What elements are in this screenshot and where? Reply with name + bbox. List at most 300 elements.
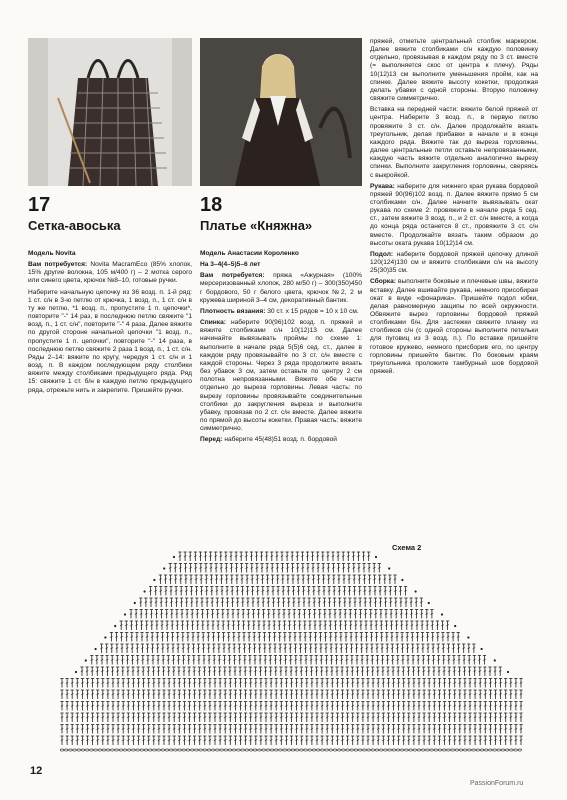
- slip-stitch-dot: [144, 590, 146, 592]
- stitch-symbol: [117, 690, 120, 699]
- stitch-symbol: [325, 656, 328, 665]
- stitch-symbol: [283, 633, 286, 642]
- stitch-symbol: [401, 656, 404, 665]
- stitch-symbol: [227, 621, 230, 630]
- stitch-symbol: [437, 644, 440, 653]
- stitch-symbol: [147, 667, 150, 676]
- stitch-symbol: [137, 702, 140, 711]
- stitch-symbol: [137, 725, 140, 734]
- stitch-symbol: [175, 598, 178, 607]
- stitch-symbol: [219, 552, 222, 561]
- stitch-symbol: [346, 667, 349, 676]
- stitch-symbol: [392, 690, 395, 699]
- stitch-symbol: [127, 725, 130, 734]
- stitch-symbol: [210, 587, 213, 596]
- chain-stitch: [451, 749, 455, 751]
- stitch-symbol: [281, 564, 284, 573]
- chain-stitch: [392, 749, 396, 751]
- stitch-symbol: [509, 679, 512, 688]
- stitch-symbol: [453, 736, 456, 745]
- stitch-symbol: [249, 667, 252, 676]
- stitch-symbol: [357, 564, 360, 573]
- stitch-symbol: [431, 633, 434, 642]
- stitch-symbol: [251, 598, 254, 607]
- stitch-symbol: [417, 713, 420, 722]
- stitch-symbol: [468, 656, 471, 665]
- chain-stitch: [182, 749, 186, 751]
- stitch-symbol: [308, 610, 311, 619]
- stitch-symbol: [368, 564, 371, 573]
- stitch-symbol: [120, 621, 123, 630]
- stitch-symbol: [168, 725, 171, 734]
- stitch-symbol: [147, 713, 150, 722]
- stitch-symbol: [219, 690, 222, 699]
- stitch-symbol: [250, 552, 253, 561]
- stitch-symbol: [402, 667, 405, 676]
- stitch-symbol: [309, 633, 312, 642]
- stitch-symbol: [280, 725, 283, 734]
- stitch-symbol: [483, 667, 486, 676]
- stitch-symbol: [254, 702, 257, 711]
- stitch-symbol: [151, 633, 154, 642]
- stitch-symbol: [433, 736, 436, 745]
- stitch-symbol: [263, 633, 266, 642]
- chain-stitch: [106, 749, 110, 751]
- stitch-symbol: [336, 736, 339, 745]
- stitch-symbol: [297, 598, 300, 607]
- stitch-symbol: [387, 679, 390, 688]
- stitch-symbol: [282, 610, 285, 619]
- stitch-symbol: [183, 702, 186, 711]
- stitch-symbol: [264, 667, 267, 676]
- stitch-symbol: [443, 702, 446, 711]
- stitch-symbol: [199, 564, 202, 573]
- chain-stitch: [333, 749, 337, 751]
- chain-stitch: [64, 749, 68, 751]
- stitch-symbol: [473, 667, 476, 676]
- stitch-symbol: [321, 702, 324, 711]
- stitch-symbol: [106, 690, 109, 699]
- stitch-symbol: [132, 713, 135, 722]
- item18-size: На 3–4(4–5)5–6 лет: [200, 261, 261, 269]
- stitch-symbol: [197, 633, 200, 642]
- stitch-symbol: [243, 644, 246, 653]
- stitch-symbol: [342, 564, 345, 573]
- stitch-symbol: [352, 552, 355, 561]
- stitch-symbol: [129, 610, 132, 619]
- stitch-symbol: [217, 621, 220, 630]
- chain-stitch: [300, 749, 304, 751]
- chain-stitch: [329, 749, 333, 751]
- stitch-symbol: [361, 667, 364, 676]
- stitch-symbol: [220, 587, 223, 596]
- stitch-symbol: [254, 713, 257, 722]
- chain-stitch: [312, 749, 316, 751]
- chain-stitch: [237, 749, 241, 751]
- item17-text: [28, 250, 192, 398]
- stitch-symbol: [254, 725, 257, 734]
- stitch-symbol: [303, 621, 306, 630]
- stitch-symbol: [390, 633, 393, 642]
- stitch-symbol: [171, 644, 174, 653]
- stitch-symbol: [71, 679, 74, 688]
- stitch-symbol: [251, 575, 254, 584]
- stitch-symbol: [366, 736, 369, 745]
- stitch-symbol: [499, 679, 502, 688]
- stitch-symbol: [216, 610, 219, 619]
- item18-front-head: Перед:: [200, 436, 223, 444]
- stitch-symbol: [231, 587, 234, 596]
- stitch-symbol: [381, 656, 384, 665]
- stitch-symbol: [146, 644, 149, 653]
- stitch-symbol: [275, 690, 278, 699]
- stitch-symbol: [382, 679, 385, 688]
- stitch-symbol: [106, 725, 109, 734]
- stitch-symbol: [190, 598, 193, 607]
- stitch-symbol: [244, 690, 247, 699]
- stitch-symbol: [197, 656, 200, 665]
- stitch-symbol: [270, 702, 273, 711]
- stitch-symbol: [437, 667, 440, 676]
- stitch-symbol: [363, 575, 366, 584]
- stitch-symbol: [268, 621, 271, 630]
- stitch-symbol: [60, 702, 63, 711]
- stitch-symbol: [110, 644, 113, 653]
- stitch-symbol: [488, 667, 491, 676]
- chain-stitch: [60, 749, 64, 751]
- stitch-symbol: [234, 690, 237, 699]
- stitch-symbol: [229, 725, 232, 734]
- stitch-symbol: [255, 564, 258, 573]
- stitch-symbol: [228, 656, 231, 665]
- stitch-symbol: [380, 621, 383, 630]
- stitch-symbol: [290, 667, 293, 676]
- stitch-symbol: [203, 690, 206, 699]
- stitch-symbol: [275, 725, 278, 734]
- chain-stitch: [405, 749, 409, 751]
- stitch-symbol: [135, 621, 138, 630]
- stitch-symbol: [302, 575, 305, 584]
- stitch-symbol: [400, 621, 403, 630]
- stitch-symbol: [224, 713, 227, 722]
- stitch-symbol: [208, 690, 211, 699]
- stitch-symbol: [273, 621, 276, 630]
- stitch-symbol: [295, 679, 298, 688]
- hem-head: Подол:: [370, 250, 394, 258]
- stitch-symbol: [397, 667, 400, 676]
- stitch-symbol: [474, 725, 477, 734]
- chain-stitch: [417, 749, 421, 751]
- stitch-symbol: [222, 621, 225, 630]
- stitch-symbol: [412, 736, 415, 745]
- chain-stitch: [207, 749, 211, 751]
- stitch-symbol: [299, 633, 302, 642]
- chain-stitch: [144, 749, 148, 751]
- stitch-symbol: [433, 725, 436, 734]
- stitch-symbol: [295, 736, 298, 745]
- stitch-symbol: [137, 690, 140, 699]
- stitch-symbol: [377, 690, 380, 699]
- stitch-symbol: [229, 552, 232, 561]
- chain-stitch: [266, 749, 270, 751]
- stitch-symbol: [288, 633, 291, 642]
- stitch-symbol: [504, 690, 507, 699]
- slip-stitch-dot: [507, 671, 509, 673]
- stitch-symbol: [174, 564, 177, 573]
- stitch-symbol: [194, 564, 197, 573]
- stitch-symbol: [172, 667, 175, 676]
- stitch-symbol: [195, 587, 198, 596]
- stitch-symbol: [132, 725, 135, 734]
- chain-stitch: [165, 749, 169, 751]
- stitch-symbol: [237, 610, 240, 619]
- stitch-symbol: [199, 552, 202, 561]
- photo-mesh-bag: [28, 38, 192, 186]
- stitch-symbol: [165, 598, 168, 607]
- stitch-symbol: [175, 610, 178, 619]
- stitch-symbol: [275, 702, 278, 711]
- stitch-symbol: [422, 656, 425, 665]
- stitch-symbol: [279, 644, 282, 653]
- stitch-symbol: [341, 736, 344, 745]
- stitch-symbol: [86, 702, 89, 711]
- stitch-symbol: [183, 713, 186, 722]
- stitch-symbol: [397, 679, 400, 688]
- stitch-symbol: [295, 690, 298, 699]
- stitch-symbol: [293, 621, 296, 630]
- stitch-symbol: [420, 610, 423, 619]
- stitch-symbol: [166, 633, 169, 642]
- stitch-symbol: [484, 725, 487, 734]
- stitch-symbol: [509, 702, 512, 711]
- stitch-symbol: [330, 656, 333, 665]
- stitch-symbol: [266, 575, 269, 584]
- stitch-symbol: [458, 667, 461, 676]
- stitch-symbol: [322, 575, 325, 584]
- stitch-symbol: [207, 633, 210, 642]
- stitch-symbol: [86, 679, 89, 688]
- stitch-symbol: [185, 598, 188, 607]
- stitch-symbol: [377, 679, 380, 688]
- stitch-symbol: [244, 679, 247, 688]
- stitch-symbol: [458, 736, 461, 745]
- stitch-symbol: [219, 736, 222, 745]
- stitch-symbol: [355, 644, 358, 653]
- stitch-symbol: [427, 656, 430, 665]
- stitch-symbol: [115, 644, 118, 653]
- slip-stitch-dot: [375, 556, 377, 558]
- stitch-symbol: [171, 633, 174, 642]
- stitch-symbol: [193, 690, 196, 699]
- stitch-symbol: [100, 644, 103, 653]
- stitch-symbol: [305, 736, 308, 745]
- stitch-symbol: [331, 690, 334, 699]
- stitch-symbol: [213, 690, 216, 699]
- stitch-symbol: [310, 725, 313, 734]
- stitch-symbol: [331, 679, 334, 688]
- stitch-symbol: [274, 667, 277, 676]
- stitch-symbol: [300, 736, 303, 745]
- stitch-symbol: [332, 564, 335, 573]
- stitch-symbol: [382, 690, 385, 699]
- stitch-symbol: [178, 552, 181, 561]
- stitch-symbol: [131, 667, 134, 676]
- stitch-symbol: [208, 702, 211, 711]
- stitch-symbol: [193, 679, 196, 688]
- stitch-symbol: [328, 610, 331, 619]
- stitch-symbol: [168, 702, 171, 711]
- stitch-symbol: [384, 610, 387, 619]
- item18-title: Платье «Княжна»: [200, 218, 313, 233]
- stitch-symbol: [307, 575, 310, 584]
- chain-stitch: [409, 749, 413, 751]
- stitch-symbol: [60, 679, 63, 688]
- stitch-symbol: [340, 644, 343, 653]
- stitch-symbol: [86, 713, 89, 722]
- stitch-symbol: [120, 644, 123, 653]
- stitch-symbol: [417, 736, 420, 745]
- stitch-symbol: [234, 736, 237, 745]
- stitch-symbol: [379, 587, 382, 596]
- stitch-symbol: [358, 587, 361, 596]
- stitch-symbol: [152, 736, 155, 745]
- stitch-symbol: [101, 667, 104, 676]
- stitch-symbol: [321, 690, 324, 699]
- stitch-symbol: [289, 656, 292, 665]
- stitch-symbol: [259, 690, 262, 699]
- stitch-symbol: [166, 644, 169, 653]
- stitch-symbol: [509, 725, 512, 734]
- stitch-symbol: [137, 713, 140, 722]
- stitch-symbol: [254, 690, 257, 699]
- stitch-symbol: [428, 690, 431, 699]
- stitch-symbol: [342, 552, 345, 561]
- stitch-symbol: [236, 598, 239, 607]
- stitch-symbol: [178, 736, 181, 745]
- slip-stitch-dot: [153, 579, 155, 581]
- stitch-symbol: [127, 679, 130, 688]
- stitch-symbol: [207, 644, 210, 653]
- stitch-symbol: [339, 610, 342, 619]
- stitch-symbol: [373, 564, 376, 573]
- stitch-symbol: [360, 633, 363, 642]
- stitch-symbol: [317, 575, 320, 584]
- stitch-symbol: [176, 621, 179, 630]
- stitch-symbol: [186, 610, 189, 619]
- stitch-symbol: [255, 552, 258, 561]
- stitch-symbol: [127, 736, 130, 745]
- stitch-symbol: [484, 713, 487, 722]
- stitch-symbol: [428, 736, 431, 745]
- stitch-symbol: [280, 736, 283, 745]
- stitch-symbol: [161, 633, 164, 642]
- stitch-symbol: [167, 656, 170, 665]
- stitch-symbol: [438, 713, 441, 722]
- stitch-symbol: [422, 667, 425, 676]
- sleeves-text: наберите для нижнего края рукава бордовой пряжей 90(96)102 возд. п. Далее вяжите прямо 5 см столбиками с/н. Далее начните вывязывать окат рукава по схеме 2: провяжите в начале ряда 5 сед. ст., затем вяжите 3 возд. п., и 2 ст. с/н вместе, а когда до конца ряда останется 8 ст., провяжите 3 ст. с/н вместе. Продолжайте вязать таким образом до высоты оката рукава 10(12)14 см.: [370, 182, 538, 247]
- stitch-symbol: [157, 736, 160, 745]
- stitch-symbol: [404, 587, 407, 596]
- stitch-symbol: [335, 644, 338, 653]
- stitch-symbol: [117, 713, 120, 722]
- stitch-symbol: [155, 598, 158, 607]
- stitch-symbol: [275, 736, 278, 745]
- stitch-symbol: [499, 725, 502, 734]
- stitch-symbol: [261, 575, 264, 584]
- stitch-symbol: [406, 633, 409, 642]
- chain-stitch: [119, 749, 123, 751]
- watermark: PassionForum.ru: [470, 780, 524, 787]
- stitch-symbol: [438, 702, 441, 711]
- stitch-symbol: [189, 564, 192, 573]
- slip-stitch-dot: [415, 590, 417, 592]
- stitch-symbol: [438, 736, 441, 745]
- stitch-symbol: [246, 598, 249, 607]
- stitch-symbol: [368, 587, 371, 596]
- stitch-symbol: [101, 736, 104, 745]
- stitch-symbol: [127, 690, 130, 699]
- stitch-symbol: [188, 690, 191, 699]
- stitch-symbol: [426, 621, 429, 630]
- stitch-symbol: [193, 667, 196, 676]
- stitch-symbol: [169, 575, 172, 584]
- stitch-symbol: [423, 713, 426, 722]
- stitch-symbol: [351, 725, 354, 734]
- stitch-symbol: [378, 575, 381, 584]
- stitch-symbol: [359, 610, 362, 619]
- stitch-symbol: [463, 679, 466, 688]
- stitch-symbol: [189, 552, 192, 561]
- stitch-symbol: [249, 736, 252, 745]
- stitch-symbol: [280, 702, 283, 711]
- stitch-symbol: [186, 621, 189, 630]
- stitch-symbol: [379, 610, 382, 619]
- stitch-symbol: [253, 633, 256, 642]
- stitch-symbol: [223, 667, 226, 676]
- stitch-symbol: [221, 598, 224, 607]
- slip-stitch-dot: [134, 602, 136, 604]
- stitch-symbol: [225, 575, 228, 584]
- hem-text: наберите бордовой пряжей цепочку длиной 120(124)130 см и вяжите столбиками с/н на высоту 25(30)35 см.: [370, 250, 538, 275]
- stitch-symbol: [178, 702, 181, 711]
- stitch-symbol: [357, 552, 360, 561]
- stitch-symbol: [478, 656, 481, 665]
- stitch-symbol: [217, 633, 220, 642]
- stitch-symbol: [313, 610, 316, 619]
- chain-stitch: [136, 749, 140, 751]
- stitch-symbol: [196, 610, 199, 619]
- stitch-symbol: [126, 656, 129, 665]
- stitch-symbol: [291, 564, 294, 573]
- stitch-symbol: [76, 725, 79, 734]
- stitch-symbol: [177, 644, 180, 653]
- stitch-symbol: [463, 736, 466, 745]
- chain-stitch: [480, 749, 484, 751]
- stitch-symbol: [468, 725, 471, 734]
- stitch-symbol: [171, 621, 174, 630]
- stitch-symbol: [147, 725, 150, 734]
- stitch-symbol: [202, 656, 205, 665]
- stitch-symbol: [427, 667, 430, 676]
- stitch-symbol: [474, 679, 477, 688]
- stitch-symbol: [312, 587, 315, 596]
- stitch-symbol: [191, 621, 194, 630]
- stitch-symbol: [339, 633, 342, 642]
- stitch-symbol: [219, 713, 222, 722]
- stitch-symbol: [468, 736, 471, 745]
- stitch-symbol: [318, 598, 321, 607]
- stitch-symbol: [211, 621, 214, 630]
